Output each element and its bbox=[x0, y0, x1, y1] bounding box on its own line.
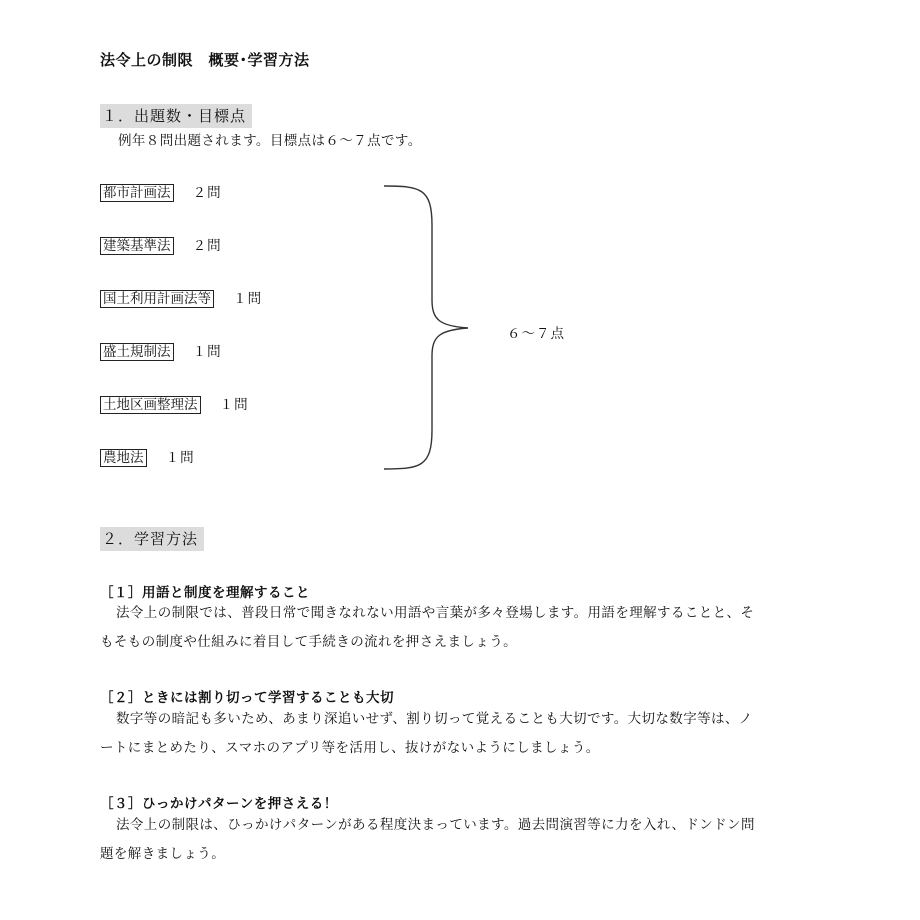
law-name: 土地区画整理法 bbox=[100, 396, 201, 414]
method-heading-2: ［２］ときには割り切って学習することも大切 bbox=[100, 690, 394, 706]
law-count: １問 bbox=[233, 291, 263, 307]
method-text-2-line2: ートにまとめたり、スマホのアプリ等を活用し、抜けがないようにしましょう。 bbox=[100, 740, 600, 756]
section1-description: 例年８問出題されます。目標点は６～７点です。 bbox=[118, 133, 422, 149]
law-count: １問 bbox=[219, 397, 249, 413]
method-text-3-line2: 題を解きましょう。 bbox=[100, 846, 226, 862]
law-name: 農地法 bbox=[100, 449, 147, 467]
method-text-1-line1: 法令上の制限では、普段日常で聞きなれない用語や言葉が多々登場します。用語を理解することと、そ bbox=[116, 605, 755, 621]
law-name: 国土利用計画法等 bbox=[100, 290, 214, 308]
method-text-3-line1: 法令上の制限は、ひっかけパターンがある程度決まっています。過去問演習等に力を入れ、ドンドン問 bbox=[116, 817, 755, 833]
curly-brace-icon bbox=[380, 180, 480, 475]
law-item-nouchi bbox=[100, 447, 195, 468]
section1-heading: １．出題数・目標点 bbox=[100, 104, 252, 128]
method-heading-3: ［３］ひっかけパターンを押さえる！ bbox=[100, 796, 338, 812]
law-count: １問 bbox=[192, 344, 222, 360]
page-title: 法令上の制限 概要･学習方法 bbox=[100, 51, 310, 69]
method-text-1-line2: もそもの制度や仕組みに着目して手続きの流れを押さえましょう。 bbox=[100, 634, 517, 650]
law-name: 盛土規制法 bbox=[100, 343, 174, 361]
law-item-morido bbox=[100, 341, 222, 362]
method-heading-1: ［１］用語と制度を理解すること bbox=[100, 585, 310, 601]
law-item-toshi bbox=[100, 182, 222, 203]
section2-heading: ２．学習方法 bbox=[100, 527, 204, 551]
law-name: 都市計画法 bbox=[100, 184, 174, 202]
law-item-kukaku bbox=[100, 394, 249, 415]
law-count: ２問 bbox=[192, 238, 222, 254]
law-count: ２問 bbox=[192, 185, 222, 201]
law-name: 建築基準法 bbox=[100, 237, 174, 255]
method-text-2-line1: 数字等の暗記も多いため、あまり深追いせず、割り切って覚えることも大切です。大切な数字等は、ノ bbox=[116, 711, 753, 727]
law-item-kenchiku bbox=[100, 235, 222, 256]
law-count: １問 bbox=[165, 450, 195, 466]
target-score: ６～７点 bbox=[507, 326, 565, 342]
law-item-kokudo bbox=[100, 288, 262, 309]
